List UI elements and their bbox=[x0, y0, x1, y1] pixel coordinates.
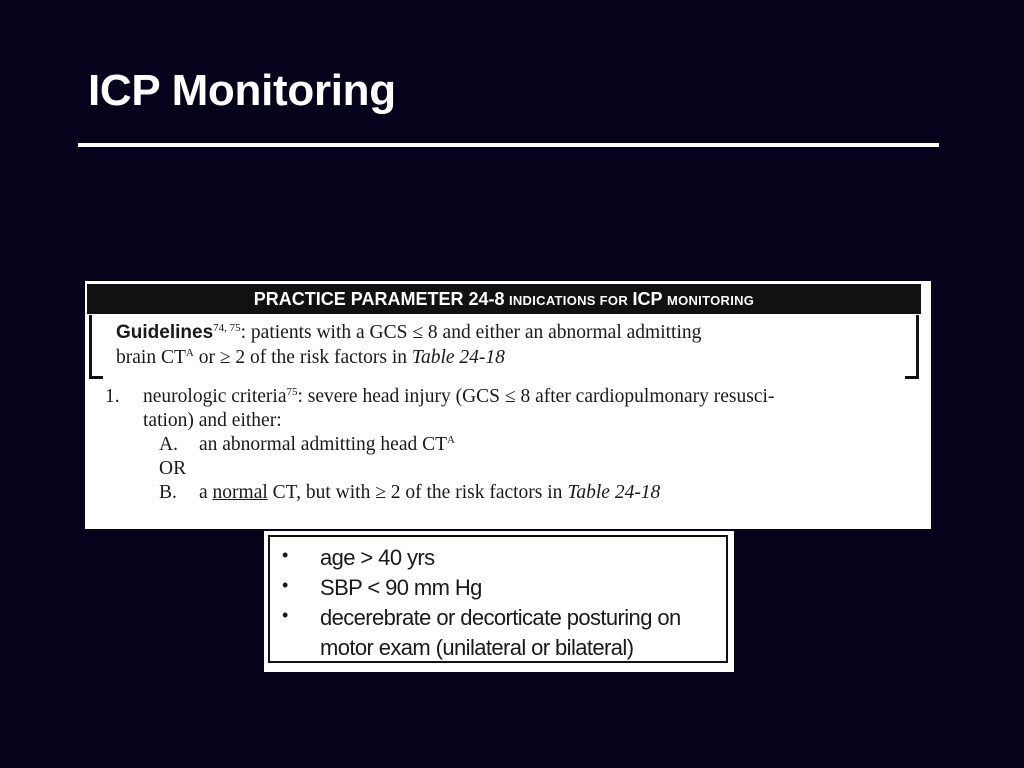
title-divider bbox=[78, 143, 939, 147]
risk-factor-text: motor exam (unilateral or bilateral) bbox=[320, 635, 634, 660]
criteria-option-b bbox=[159, 482, 660, 504]
header-monitoring: MONITORING bbox=[666, 293, 755, 308]
option-b-pre: a bbox=[199, 482, 213, 503]
bullet-icon: • bbox=[282, 575, 288, 595]
option-b-letter: B. bbox=[159, 482, 177, 503]
risk-factors-border bbox=[268, 535, 728, 663]
option-b-post: CT, but with ≥ 2 of the risk factors in bbox=[267, 482, 568, 503]
risk-factor-text: SBP < 90 mm Hg bbox=[320, 575, 482, 600]
criteria-option-a bbox=[159, 434, 455, 456]
risk-factor-text: decerebrate or decorticate posturing on bbox=[320, 605, 681, 630]
criteria-or: OR bbox=[159, 458, 187, 479]
criteria-line-2: tation) and either: bbox=[143, 410, 282, 431]
guidelines-table-ref: Table 24-18 bbox=[411, 347, 505, 368]
guidelines-text-2b: or ≥ 2 of the risk factors in bbox=[193, 347, 412, 368]
slide-title: ICP Monitoring bbox=[88, 66, 396, 115]
option-b-normal: normal bbox=[212, 482, 268, 503]
bracket-corner-right bbox=[905, 376, 919, 379]
header-indications: INDICATIONS FOR bbox=[508, 293, 629, 308]
guidelines-text-2a: brain CT bbox=[116, 347, 186, 368]
criteria-text-1: : severe head injury (GCS ≤ 8 after cardiopulmonary resusci- bbox=[297, 386, 775, 407]
criteria-ref: 75 bbox=[286, 386, 298, 398]
guidelines-line-1 bbox=[116, 322, 701, 344]
guidelines-refs: 74, 75 bbox=[213, 322, 241, 334]
criteria-label: neurologic criteria bbox=[143, 386, 287, 407]
option-a-text: an abnormal admitting head CT bbox=[199, 434, 448, 455]
risk-factor-text: age > 40 yrs bbox=[320, 545, 435, 570]
bullet-icon: • bbox=[282, 545, 288, 565]
guidelines-label: Guidelines bbox=[116, 322, 214, 343]
bracket-corner-left bbox=[89, 376, 103, 379]
guidelines-text-1: : patients with a GCS ≤ 8 and either an abnormal admitting bbox=[240, 322, 702, 343]
guidelines-sup-a: A bbox=[185, 347, 194, 359]
risk-factors-box bbox=[264, 531, 734, 672]
bullet-icon: • bbox=[282, 605, 288, 625]
criteria-line-1 bbox=[143, 386, 774, 408]
practice-parameter-excerpt bbox=[85, 281, 931, 529]
header-icp: ICP bbox=[632, 289, 663, 309]
guidelines-line-2 bbox=[116, 347, 505, 369]
option-a-sup: A bbox=[447, 434, 455, 446]
header-parameter-number: PRACTICE PARAMETER 24-8 bbox=[253, 289, 505, 309]
option-b-table-ref: Table 24-18 bbox=[567, 482, 661, 503]
option-a-letter: A. bbox=[159, 434, 178, 455]
criteria-number: 1. bbox=[105, 386, 120, 407]
practice-parameter-header bbox=[87, 284, 921, 314]
